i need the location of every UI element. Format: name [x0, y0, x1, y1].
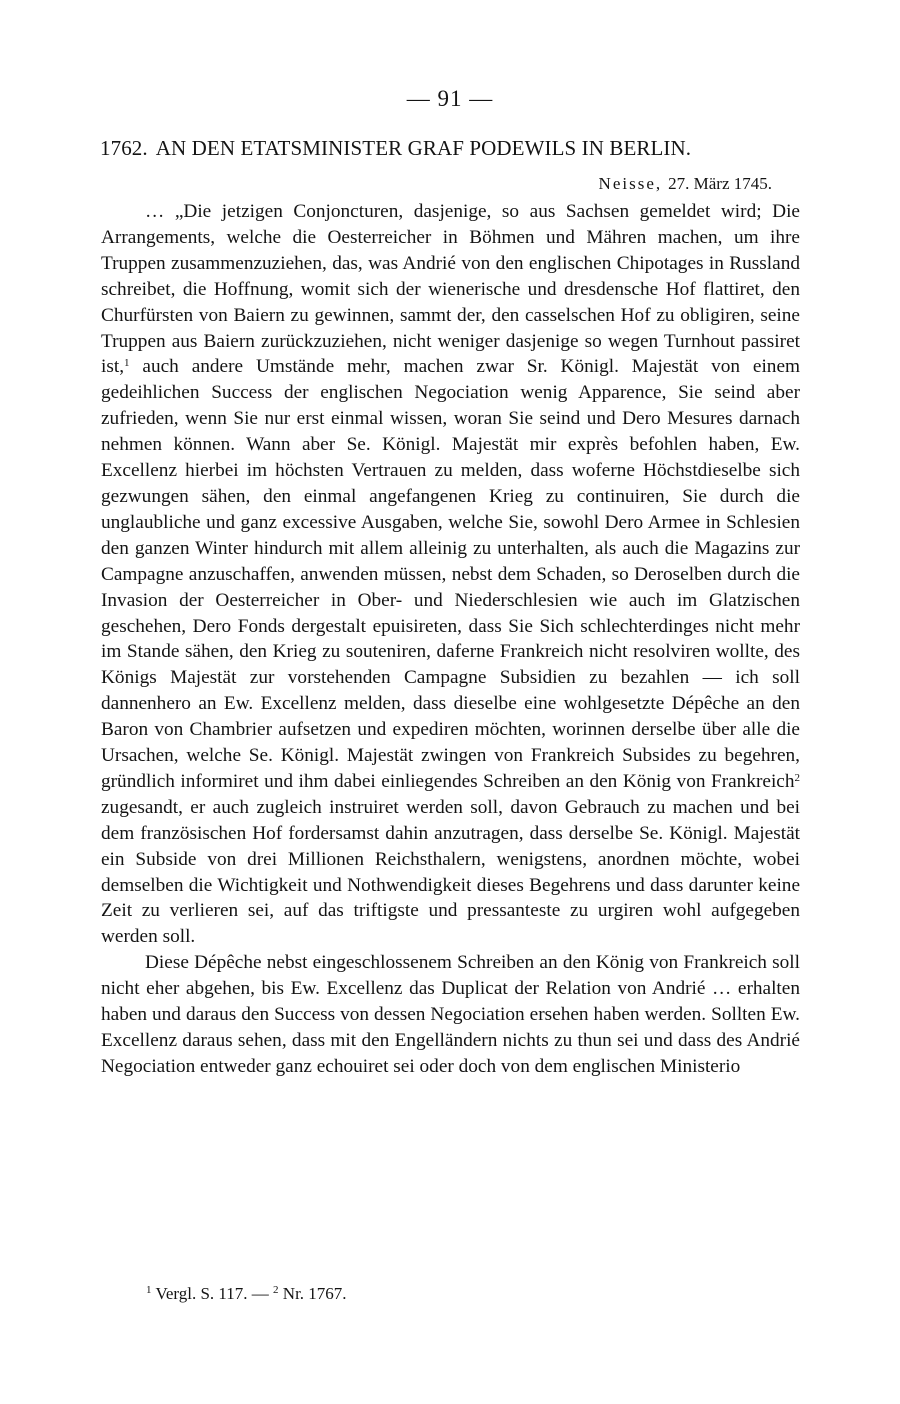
- paragraph: [101, 950, 800, 1080]
- letter-heading: [100, 136, 800, 161]
- letter-number: 1762.: [100, 136, 148, 160]
- dateline: [100, 174, 772, 194]
- letter-body: [101, 199, 800, 1080]
- paragraph-text: … „Die jetzigen Conjoncturen, dasjenige, so aus Sachsen gemeldet wird; Die Arrangements, welche die Oesterreicher in Böhmen und Mähren machen, um ihre Truppen zusammenzuziehen, das, was Andrié von den englischen Chipotages in Russland schreibet, die Hoffnung, womit sich der wienerische und dresdensche Hof flattiret, den Churfürsten von Baiern zu gewinnen, sammt der, den casselschen Hof zu obligiren, seine Truppen aus Baiern zurückzuziehen, nicht weniger dasjenige so wegen Turnhout passiret ist,: [101, 201, 800, 378]
- dateline-date: 27. März 1745.: [668, 174, 772, 193]
- footnote-marker: 2: [794, 771, 800, 784]
- letter-title: AN DEN ETATSMINISTER GRAF PODEWILS IN BERLIN.: [155, 136, 692, 160]
- dateline-place: Neisse,: [598, 174, 663, 193]
- footnote-text: Vergl. S. 117.: [155, 1284, 248, 1303]
- paragraph-text: auch andere Umstände mehr, machen zwar Sr. Königl. Majestät von einem gedeihlichen Success der englischen Negociation wenig Apparence, Sie seind aber zufrieden, wenn Sie nur erst einmal wissen, woran Sie seind und Dero Mesures darnach nehmen können. Wann aber Se. Königl. Majestät mir exprès befohlen haben, Ew. Excellenz hierbei im höchsten Vertrauen zu melden, dass woferne Höchstdieselbe sich gezwungen sähen, den einmal angefangenen Krieg zu continuiren, Sie durch die unglaubliche und ganz excessive Ausgaben, welche Sie, sowohl Dero Armee in Schlesien den ganzen Winter hindurch mit allem alleinig zu unterhalten, als auch die Magazins zur Campagne anzuschaffen, anwenden müssen, nebst dem Schaden, so Deroselben durch die Invasion der Oesterreicher in Ober- und Niederschlesien wie auch im Glatzischen geschehen, Dero Fonds dergestalt epuisireten, dass Sie Sich schlechterdinges nicht mehr im Stande sähen, den Krieg zu souteniren, daferne Frankreich nicht resolviren wollte, des Königs Majestät zur vorstehenden Campagne Subsidien zu bezahlen — ich soll dannenhero an Ew. Excellenz melden, dass dieselbe eine wohlgesetzte Dépêche an den Baron von Chambrier aufsetzen und expediren möchten, worinnen derselbe über alle die Ursachen, welche Se. Königl. Majestät zwingen von Frankreich Subsides zu begehren, gründlich informiret und ihm dabei einliegendes Schreiben an den König von Frankreich: [101, 356, 800, 792]
- footnote-marker: 1: [146, 1284, 152, 1296]
- footnotes: [146, 1284, 746, 1304]
- footnote-marker: 1: [124, 357, 130, 370]
- footnote-separator: —: [247, 1284, 274, 1303]
- paragraph-text: zugesandt, er auch zugleich instruiret werden soll, davon Gebrauch zu machen und bei dem französischen Hof fordersamst dahin anzutragen, dass derselbe Se. Königl. Majestät ein Subside von drei Millionen Reichsthalern, wenigstens, anordnen möchte, wobei demselben die Wichtigkeit und Nothwendigkeit dieses Begehrens und dass darunter keine Zeit zu verlieren sei, auf das triftigste und pressanteste zu urgiren wohl aufgegeben werden soll.: [101, 796, 800, 948]
- footnote-text: Nr. 1767.: [282, 1284, 347, 1303]
- page-number: — 91 —: [406, 86, 494, 111]
- paragraph-text: Diese Dépêche nebst eingeschlossenem Schreiben an den König von Frankreich soll nicht eher abgehen, bis Ew. Excellenz das Duplicat der Relation von Andrié … erhalten haben und daraus den Success von dessen Negociation ersehen haben werden. Sollten Ew. Excellenz daraus sehen, dass mit den Engelländern nichts zu thun sei und dass des Andrié Negociation entweder ganz echouiret sei oder doch von dem englischen Ministerio: [101, 952, 800, 1077]
- footnote-marker: 2: [273, 1284, 279, 1296]
- paragraph: [101, 199, 800, 950]
